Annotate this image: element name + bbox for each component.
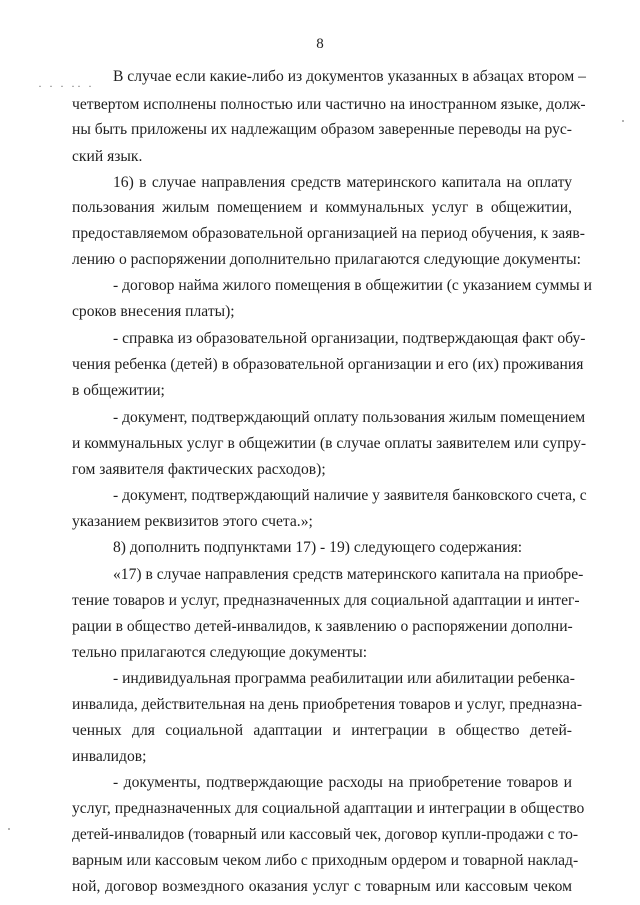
paragraph-line: лению о распоряжении дополнительно прилагаются следующие документы:: [72, 251, 581, 268]
paragraph-line: пользования жилым помещением и коммунальных услуг в общежитии,: [72, 199, 572, 216]
paragraph-line: предоставляемом образовательной организацией на период обучения, к заяв-: [72, 225, 585, 242]
list-item-line: ной, договор возмездного оказания услуг с товарным или кассовым чеком: [72, 878, 572, 895]
list-item-line: - документ, подтверждающий оплату пользования жилым помещением: [113, 408, 586, 426]
paragraph-line: тельно прилагаются следующие документы:: [72, 643, 368, 661]
list-item-line: услуг, предназначенных для социальной адаптации и интеграции в общество: [72, 800, 585, 817]
list-item-line: - документы, подтверждающие расходы на приобретение товаров и: [113, 774, 572, 791]
list-item-line: варным или кассовым чеком либо с приходным ордером и товарной наклад-: [72, 852, 579, 869]
paragraph-line: рации в общество детей-инвалидов, к заявлению о распоряжении дополни-: [72, 617, 573, 635]
margin-scan-marks: · · · ·· ·: [38, 79, 94, 93]
list-item-line: инвалидов;: [72, 748, 147, 765]
list-item-line: ченных для социальной адаптации и интеграции в общество детей-: [72, 721, 572, 739]
list-item-line: и коммунальных услуг в общежитии (в случае оплаты заявителем или супру-: [72, 434, 587, 452]
list-item-line: указанием реквизитов этого счета.»;: [72, 512, 313, 530]
paragraph-line: ский язык.: [72, 147, 143, 165]
list-item-line: чения ребенка (детей) в образовательной организации и его (их) проживания: [72, 356, 584, 373]
list-item-line: гом заявителя фактических расходов);: [72, 460, 326, 478]
list-item-line: инвалида, действительная на день приобретения товаров и услуг, предназна-: [72, 695, 583, 713]
list-item-line: детей-инвалидов (товарный или кассовый чек, договор купли-продажи с то-: [72, 826, 579, 843]
list-item-line: - справка из образовательной организации, подтверждающая факт обу-: [113, 329, 586, 347]
paragraph-line: В случае если какие-либо из документов указанных в абзацах втором –: [113, 68, 586, 85]
scan-speck: [8, 828, 10, 830]
scan-speck: [622, 120, 624, 122]
list-item-line: в общежитии;: [72, 382, 165, 399]
paragraph-line: 16) в случае направления средств материнского капитала на оплату: [113, 173, 572, 191]
page-number: 8: [316, 36, 324, 52]
paragraph-line: «17) в случае направления средств материнского капитала на приобре-: [113, 565, 584, 583]
paragraph-line: четвертом исполнены полностью или частично на иностранном языке, долж-: [72, 95, 586, 113]
list-item-line: - документ, подтверждающий наличие у заявителя банковского счета, с: [113, 486, 587, 504]
paragraph-line: тение товаров и услуг, предназначенных для социальной адаптации и интег-: [72, 591, 580, 609]
paragraph-line: 8) дополнить подпунктами 17) - 19) следующего содержания:: [113, 539, 523, 556]
list-item-line: - индивидуальная программа реабилитации или абилитации ребенка-: [113, 669, 575, 687]
paragraph-line: ны быть приложены их надлежащим образом заверенные переводы на рус-: [72, 120, 572, 138]
list-item-line: - договор найма жилого помещения в общежитии (с указанием суммы и: [113, 277, 593, 294]
list-item-line: сроков внесения платы);: [72, 303, 235, 320]
